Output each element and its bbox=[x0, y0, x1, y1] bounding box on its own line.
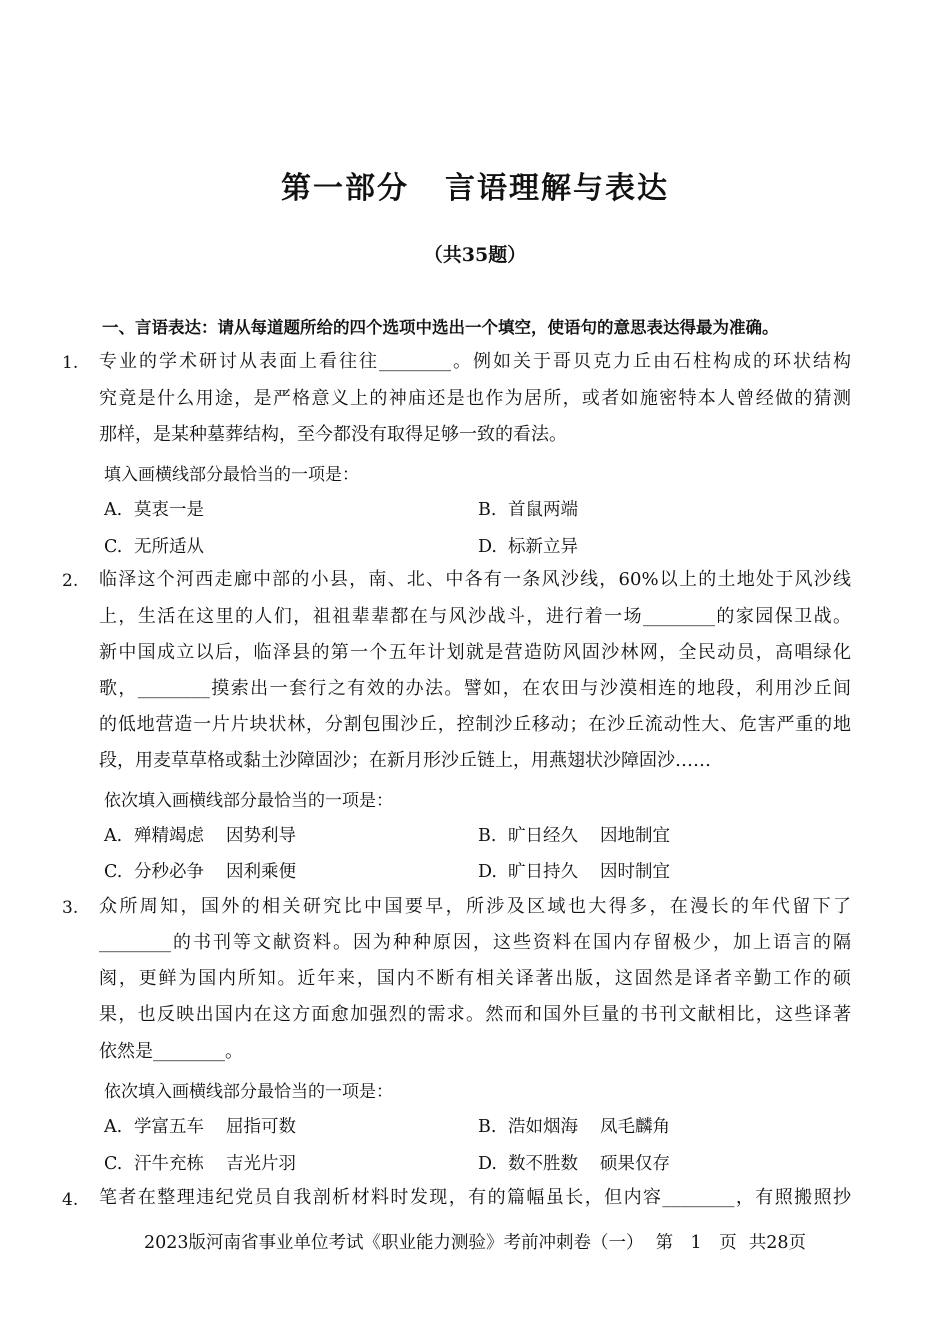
option-c[interactable]: C. 分秒必争 因利乘便 bbox=[104, 862, 296, 882]
section-instruction: 一、言语表达：请从每道题所给的四个选项中选出一个填空，使语句的意思表达得最为准确。 bbox=[102, 318, 779, 337]
question-text-line: 专业的学术研讨从表面上看往往________。例如关于哥贝克力丘由石柱构成的环状结构 bbox=[99, 351, 851, 372]
question-number: 4. bbox=[62, 1190, 79, 1210]
option-d[interactable]: D. 旷日持久 因时制宜 bbox=[478, 862, 670, 882]
option-a[interactable]: A. 学富五车 屈指可数 bbox=[104, 1117, 296, 1137]
page-total: 共28页 bbox=[748, 1233, 806, 1253]
question-count: （共35题） bbox=[423, 244, 527, 266]
option-c[interactable]: C. 汗牛充栋 吉光片羽 bbox=[104, 1154, 296, 1174]
option-c[interactable]: C. 无所适从 bbox=[104, 537, 204, 557]
question-text-line: 依然是________。 bbox=[99, 1041, 243, 1062]
option-d[interactable]: D. 数不胜数 硕果仅存 bbox=[478, 1154, 670, 1174]
question-text-line: ________的书刊等文献资料。因为种种原因，这些资料在国内存留极少，加上语言的隔 bbox=[99, 932, 851, 953]
option-b[interactable]: B. 浩如烟海 凤毛麟角 bbox=[478, 1117, 670, 1137]
page-number: 第 1 页 bbox=[655, 1233, 737, 1253]
question-text-line: 的低地营造一片片块状林，分割包围沙丘，控制沙丘移动；在沙丘流动性大、危害严重的地 bbox=[99, 714, 851, 735]
page-footer bbox=[0, 1229, 950, 1254]
question-text-line: 歌，________摸索出一套行之有效的办法。譬如，在农田与沙漠相连的地段，利用沙丘间 bbox=[99, 678, 851, 699]
question-text-line: 段，用麦草草格或黏土沙障固沙；在新月形沙丘链上，用燕翅状沙障固沙…… bbox=[99, 750, 711, 771]
option-b[interactable]: B. 旷日经久 因地制宜 bbox=[478, 826, 670, 846]
question-text-line: 上，生活在这里的人们，祖祖辈辈都在与风沙战斗，进行着一场________的家园保卫战。 bbox=[99, 606, 851, 627]
question-text-line: 那样，是某种墓葬结构，至今都没有取得足够一致的看法。 bbox=[99, 424, 567, 445]
question-text-line: 果，也反映出国内在这方面愈加强烈的需求。然而和国外巨量的书刊文献相比，这些译著 bbox=[99, 1004, 851, 1025]
question-text-line: 新中国成立以后，临泽县的第一个五年计划就是营造防风固沙林网，全民动员，高唱绿化 bbox=[99, 642, 851, 663]
option-b[interactable]: B. 首鼠两端 bbox=[478, 500, 578, 520]
question-number: 3. bbox=[62, 898, 79, 918]
question-number: 1. bbox=[62, 353, 79, 373]
part-name: 言语理解与表达 bbox=[445, 171, 669, 206]
question-prompt: 依次填入画横线部分最恰当的一项是： bbox=[104, 1082, 393, 1102]
part-title bbox=[0, 163, 950, 207]
question-text-line: 临泽这个河西走廊中部的小县，南、北、中各有一条风沙线，60%以上的土地处于风沙线 bbox=[99, 569, 851, 590]
option-a[interactable]: A. 殚精竭虑 因势利导 bbox=[104, 826, 296, 846]
question-prompt: 填入画横线部分最恰当的一项是： bbox=[104, 465, 359, 485]
question-text-line: 众所周知，国外的相关研究比中国要早，所涉及区域也大得多，在漫长的年代留下了 bbox=[99, 896, 851, 917]
footer-title: 2023版河南省事业单位考试《职业能力测验》考前冲刺卷（一） bbox=[144, 1233, 644, 1253]
question-text-line: 究竟是什么用途，是严格意义上的神庙还是也作为居所，或者如施密特本人曾经做的猜测 bbox=[99, 388, 851, 409]
question-prompt: 依次填入画横线部分最恰当的一项是： bbox=[104, 791, 393, 811]
option-a[interactable]: A. 莫衷一是 bbox=[104, 500, 204, 520]
question-number: 2. bbox=[62, 571, 79, 591]
question-text-line: 阂，更鲜为国内所知。近年来，国内不断有相关译著出版，这固然是译者辛勤工作的硕 bbox=[99, 968, 851, 989]
option-d[interactable]: D. 标新立异 bbox=[478, 537, 578, 557]
question-text-line: 笔者在整理违纪党员自我剖析材料时发现，有的篇幅虽长，但内容________，有照搬照抄 bbox=[99, 1187, 851, 1208]
part-label: 第一部分 bbox=[281, 171, 409, 206]
